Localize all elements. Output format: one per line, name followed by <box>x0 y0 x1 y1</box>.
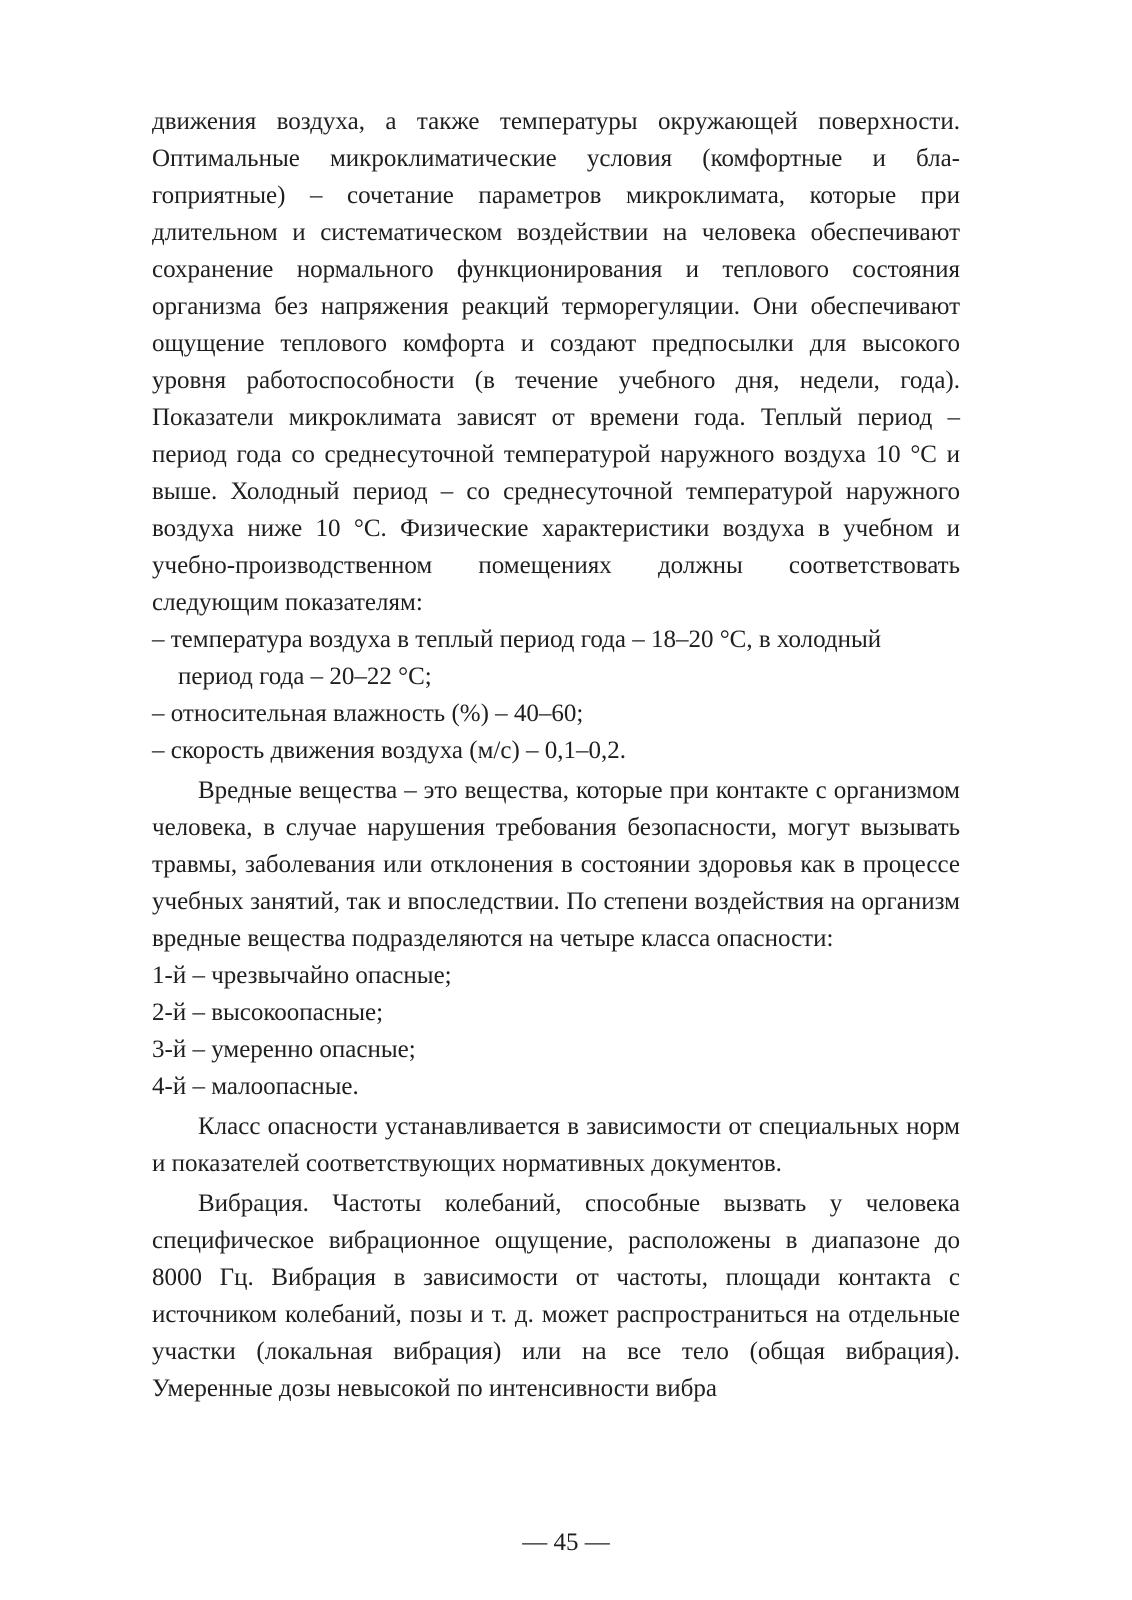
list-item: – скорость движения воздуха (м/с) – 0,1–0,2. <box>152 737 627 764</box>
list-item: – температура воздуха в теплый период года – 18–20 °С, в холодный период года – 20–22 °С; <box>152 626 882 690</box>
list-item: 1-й – чрезвычайно опасные; <box>152 962 452 989</box>
paragraph-harmful-substances: Вредные вещества – это вещества, которые при контакте с организмом человека, в случае нарушения требования безопасности, могут вызывать травмы, заболевания или отклонения в состоянии здоровья как в процессе учебных занятий, так и впоследствии. По степени воздействия на организм вредные вещества подразделяются на четыре класса опасности: <box>152 777 960 952</box>
list-item: 3-й – умеренно опасные; <box>152 1036 416 1063</box>
page-body <box>152 103 960 1407</box>
paragraph-microclimate: движения воздуха, а также температуры окружающей поверхности. Оптимальные микроклиматические условия (комфортные и благоприятные) – сочетание параметров микроклимата, которые при длительном и систематическом воздействии на человека обеспечивают сохранение нормального функционирования и теплового состояния организма без напряжения реакций терморегуляции. Они обеспечивают ощущение теплового комфорта и создают предпосылки для высокого уровня работоспособности (в течение учебного дня, недели, года). Показатели микроклимата зависят от времени года. Теплый период – период года со среднесуточной температурой наружного воздуха 10 °С и выше. Холодный период – со среднесуточной температурой наружного воздуха ниже 10 °С. Физические характеристики воздуха в учебном и учебно-производственном помещениях должны соответствовать следующим показателям: <box>152 108 960 616</box>
page-number: — 45 — <box>522 1529 610 1556</box>
paragraph-vibration: Вибрация. Частоты колебаний, способные вызвать у человека специфическое вибрационное ощущение, расположены в диапазоне до 8000 Гц. Вибрация в зависимости от частоты, площади контакта с источником колебаний, позы и т. д. может распространиться на отдельные участки (локальная вибрация) или на все тело (общая вибрация). Умеренные дозы невысокой по интенсивности вибра <box>152 1190 960 1402</box>
air-parameters-list <box>152 621 960 769</box>
list-item: 4-й – малоопасные. <box>152 1073 359 1100</box>
hazard-classes-list <box>152 957 960 1105</box>
paragraph-hazard-class: Класс опасности устанавливается в зависимости от специальных норм и показателей соответствующих нормативных документов. <box>152 1113 960 1177</box>
list-item: 2-й – высокоопасные; <box>152 999 384 1026</box>
list-item: – относительная влажность (%) – 40–60; <box>152 700 584 727</box>
